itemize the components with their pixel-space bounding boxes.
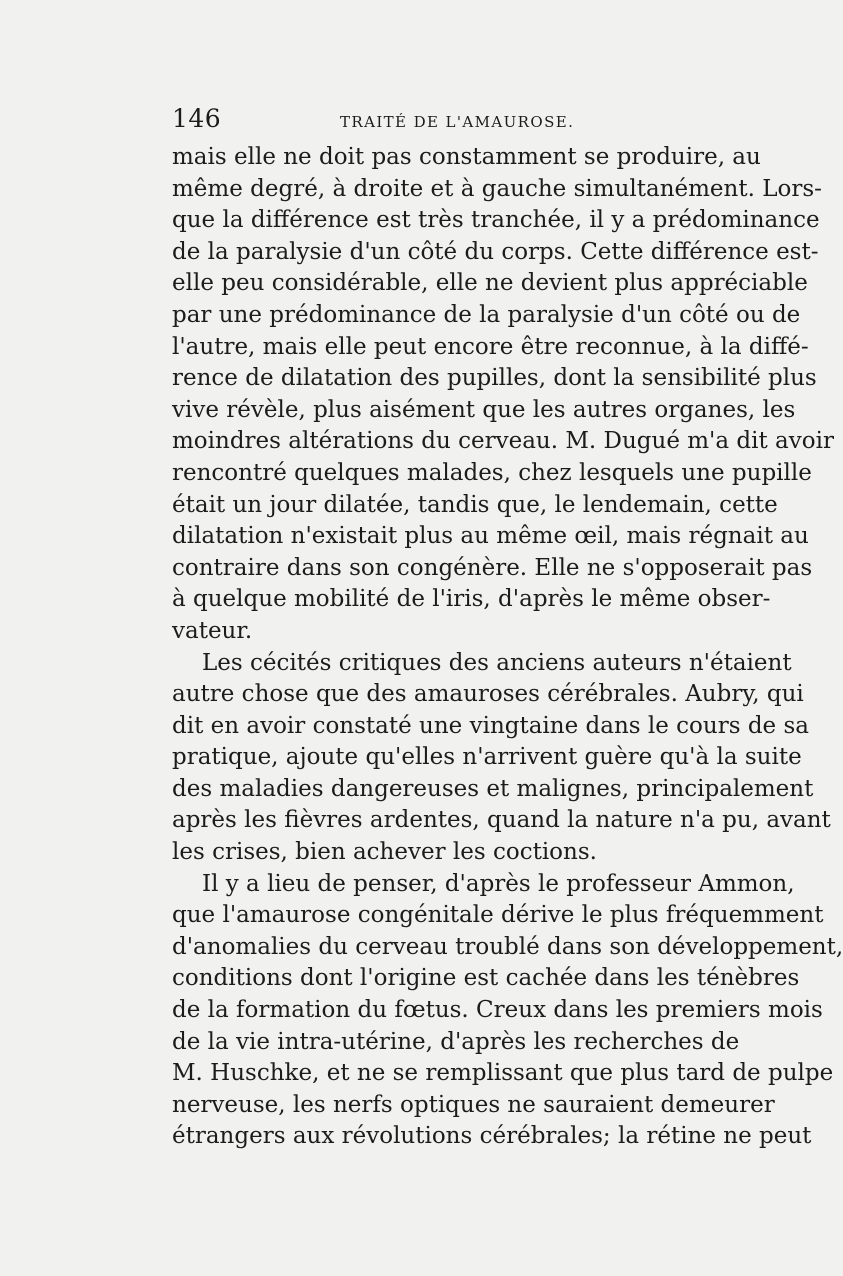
- text-line: étrangers aux révolutions cérébrales; la rétine ne peut: [172, 1123, 812, 1150]
- text-line: par une prédominance de la paralysie d'un côté ou de: [172, 301, 801, 328]
- text-line: contraire dans son congénère. Elle ne s'opposerait pas: [172, 554, 813, 581]
- text-line: rencontré quelques malades, chez lesquels une pupille: [172, 459, 812, 486]
- text-line: de la vie intra-utérine, d'après les recherches de: [172, 1028, 740, 1055]
- page-header: [172, 104, 722, 134]
- text-line: moindres altérations du cerveau. M. Dugué m'a dit avoir: [172, 428, 834, 455]
- text-line: mais elle ne doit pas constamment se produire, au: [172, 144, 761, 170]
- text-line: dit en avoir constaté une vingtaine dans le cours de sa: [172, 712, 809, 739]
- text-line: les crises, bien achever les coctions.: [172, 839, 597, 866]
- text-line: elle peu considérable, elle ne devient plus appréciable: [172, 270, 808, 297]
- text-line: conditions dont l'origine est cachée dans les ténèbres: [172, 965, 800, 992]
- text-line: autre chose que des amauroses cérébrales. Aubry, qui: [172, 681, 804, 708]
- text-line: Les cécités critiques des anciens auteurs n'étaient: [202, 649, 792, 676]
- text-line: que l'amaurose congénitale dérive le plus fréquemment: [172, 902, 824, 929]
- text-line: Il y a lieu de penser, d'après le professeur Ammon,: [202, 870, 795, 897]
- text-line: vive révèle, plus aisément que les autres organes, les: [172, 396, 796, 423]
- text-line: dilatation n'existait plus au même œil, mais régnait au: [172, 523, 809, 550]
- text-line: vateur.: [172, 617, 253, 644]
- text-line: à quelque mobilité de l'iris, d'après le même obser-: [172, 586, 771, 613]
- text-line: pratique, ajoute qu'elles n'arrivent guère qu'à la suite: [172, 744, 802, 771]
- text-line: des maladies dangereuses et malignes, principalement: [172, 775, 814, 802]
- text-line: M. Huschke, et ne se remplissant que plus tard de pulpe: [172, 1060, 834, 1087]
- text-line: après les fièvres ardentes, quand la nature n'a pu, avant: [172, 807, 831, 834]
- text-line: que la différence est très tranchée, il y a prédominance: [172, 207, 820, 234]
- text-line: même degré, à droite et à gauche simultanément. Lors-: [172, 175, 822, 202]
- text-line: était un jour dilatée, tandis que, le lendemain, cette: [172, 491, 778, 518]
- text-line: rence de dilatation des pupilles, dont la sensibilité plus: [172, 365, 817, 392]
- text-line: nerveuse, les nerfs optiques ne sauraient demeurer: [172, 1091, 775, 1118]
- body-text: [172, 142, 843, 1153]
- running-title: TRAITÉ DE L'AMAUROSE.: [340, 113, 575, 131]
- text-line: l'autre, mais elle peut encore être reconnue, à la diffé-: [172, 333, 809, 360]
- text-line: d'anomalies du cerveau troublé dans son développement,: [172, 933, 843, 960]
- text-line: de la formation du fœtus. Creux dans les premiers mois: [172, 997, 823, 1024]
- text-line: de la paralysie d'un côté du corps. Cette différence est-: [172, 238, 819, 265]
- page-number: 146: [172, 104, 222, 133]
